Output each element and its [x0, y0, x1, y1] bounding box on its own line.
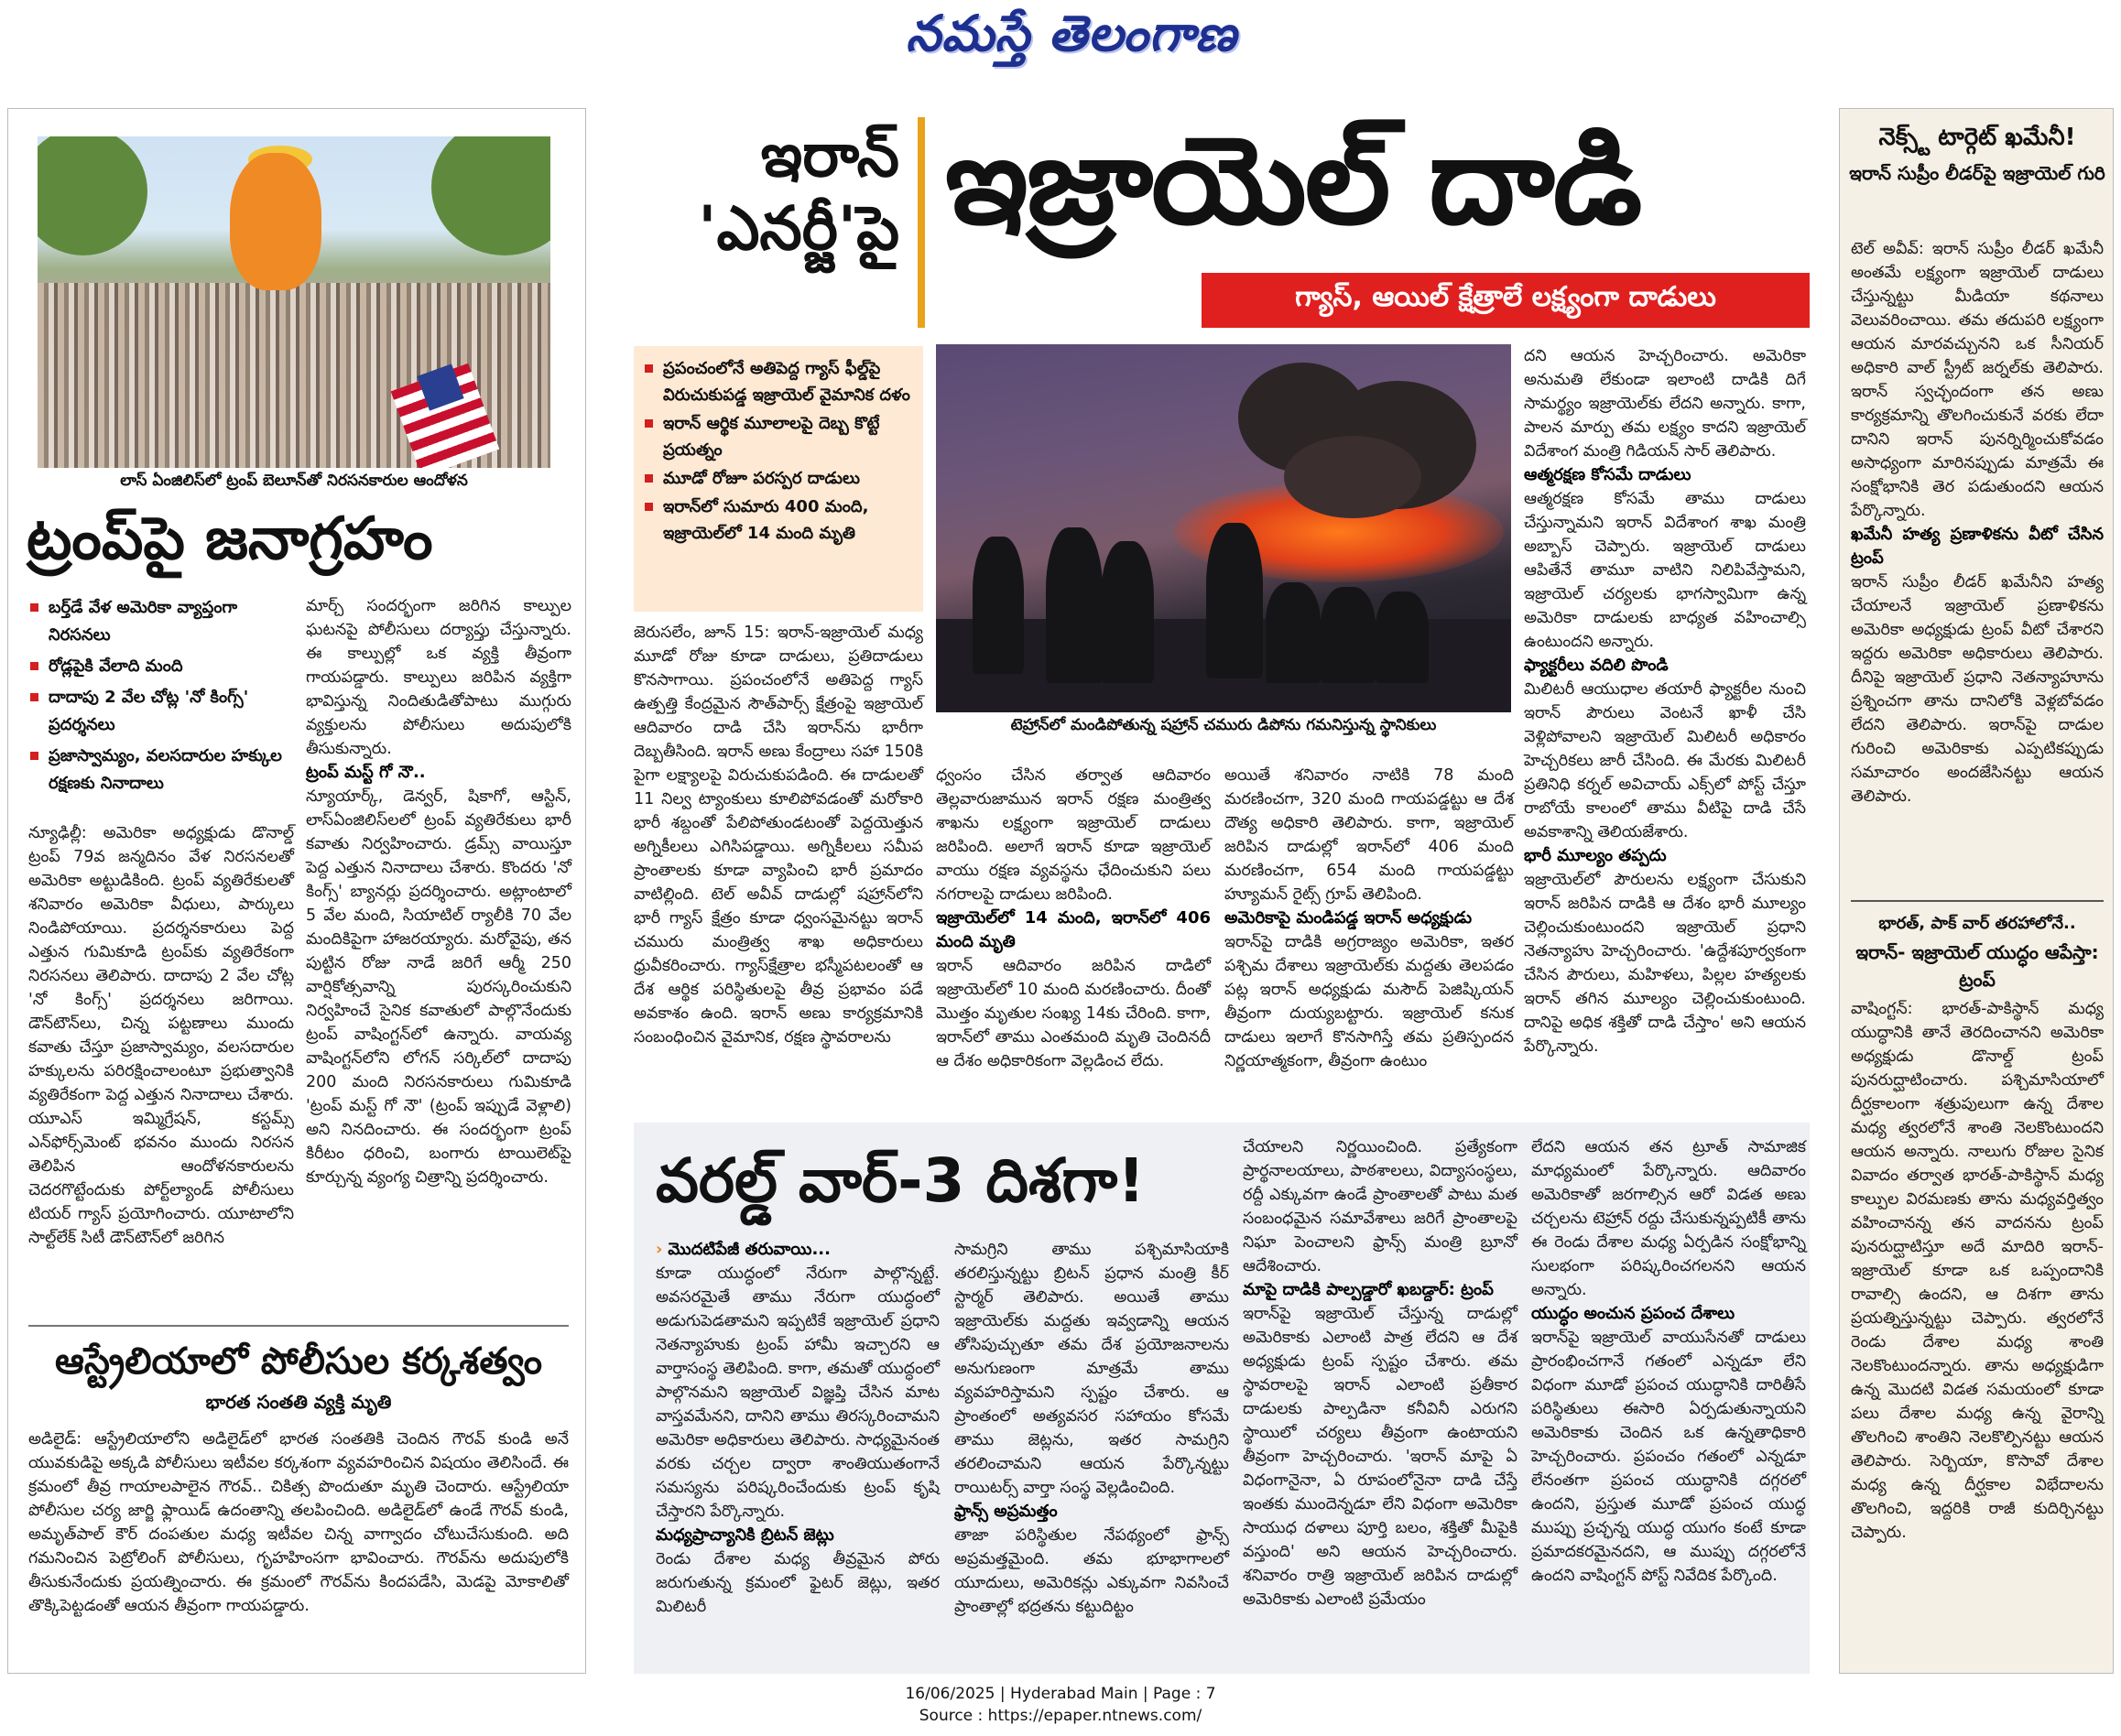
khamenei-headline: నెక్స్ట్ టార్గెట్ ఖమేనీ!: [1878, 124, 2076, 151]
lead-body-col3: [1224, 764, 1514, 1073]
lead-highlight: మూడో రోజూ పరస్పర దాడులు: [643, 465, 914, 492]
lead-paragraph: ఇరాన్‌పై దాడికి అగ్రరాజ్యం అమెరికా, ఇతర పశ్చిమ దేశాలు ఇజ్రాయెల్‌కు మద్దతు తెలపడం పట్ల ఇరాన్ అధ్యక్షుడు మసౌద్ పెజిష్కియన్ తీవ్రంగా దుయ్యబట్టారు. ఇజ్రాయెల్ కనుక దాడులు ఇలాగే కొనసాగిస్తే తమ ప్రతిస్పందన నిర్ణయాత్మకంగా, తీవ్రంగా ఉంటుం: [1224, 933, 1514, 1070]
trump-peace-headline: ఇరాన్- ఇజ్రాయెల్ యుద్ధం ఆపేస్తా: ట్రంప్: [1855, 941, 2099, 991]
world-war-col3: [1243, 1135, 1517, 1611]
page-footer: [0, 1683, 2121, 1727]
right-story-column: [1839, 108, 2114, 1674]
section-divider: [1851, 900, 2104, 902]
lead-paragraph: ధ్వంసం చేసిన తర్వాత ఆదివారం తెల్లవారుజామున ఇరాన్ రక్షణ మంత్రిత్వ శాఖను లక్ష్యంగా ఇజ్రాయెల్ దాడులు జరిపింది. అలాగే ఇరాన్ కూడా ఇజ్రాయెల్ వాయు రక్షణ వ్యవస్థను ఛేదించుకుని పలు నగరాలపై దాడులు జరిపింది.: [936, 766, 1211, 904]
lead-paragraph: దని ఆయన హెచ్చరించారు. అమెరికా అనుమతి లేకుండా ఇలాంటి దాడికి దిగే సామర్థ్యం ఇజ్రాయెల్‌కు లేదని అన్నారు. కాగా, పాలన మార్పు తమ లక్ష్యం కాదని ఇజ్రాయెల్ విదేశాంగ మంత్రి గిడియన్ సార్ తెలిపారు.: [1524, 347, 1806, 461]
lead-paragraph: మిలిటరీ ఆయుధాల తయారీ ఫ్యాక్టరీల నుంచి ఇరాన్ పౌరులు వెంటనే ఖాళీ చేసి వెళ్లిపోవాలని ఇజ్రాయెల్ మిలిటరీ అధికారం హెచ్చరికలు జారీ చేసింది. ఈ మేరకు మిలిటరీ ప్రతినిధి కర్నల్ అవిచాయ్ ఎక్స్‌లో పోస్ట్ చేస్తూ రాబోయే కాలంలో తాము వీటిపై దాడి చేసే అవకాశాన్ని తెలియజేశారు.: [1524, 680, 1806, 841]
masthead: [879, 4, 1264, 71]
left-story-column: [7, 108, 586, 1674]
trump-body-text-b: [306, 594, 571, 1189]
trump-bullet: దాదాపు 2 వేల చోట్ల 'నో కింగ్స్' ప్రదర్శనలు: [28, 684, 294, 739]
khamenei-paragraph: ఇరాన్ సుప్రీం లీడర్ ఖమేనీని హత్య చేయాలనే ఇజ్రాయెల్ ప్రణాళికను అమెరికా అధ్యక్షుడు ట్రంప్ వీటో చేశారని ఇద్దరు అమెరికా అధికారులు తెలిపారు. దీనిపై ఇజ్రాయెల్ ప్రధాని నెతన్యాహూను ప్రశ్నించగా తాను దానిలోకి వెళ్లబోవడం లేదని తెలిపారు. ఇరాన్‌పై దాడుల గురించి అమెరికాకు ఎప్పటికప్పుడు సమాచారం అందజేసినట్టు ఆయన తెలిపారు.: [1851, 573, 2104, 806]
trump-bullet: ప్రజాస్వామ్యం, వలసదారుల హక్కుల రక్షణకు నినాదాలు: [28, 743, 294, 797]
lead-body-col2: [936, 764, 1211, 1073]
khamenei-subhead: ఇరాన్ సుప్రీం లీడర్‌పై ఇజ్రాయెల్ గురి: [1849, 162, 2105, 184]
world-war-col2: [954, 1238, 1229, 1619]
lead-headline: ఇజ్రాయెల్ దాడి: [945, 111, 1641, 252]
lead-subhead: ఫ్యాక్టరీలు వదిలి పొండి: [1524, 656, 1669, 675]
world-war-headline: వరల్డ్ వార్-3 దిశగా!: [656, 1145, 1146, 1216]
world-war-subhead: యుద్ధం అంచున ప్రపంచ దేశాలు: [1531, 1304, 1735, 1323]
world-war-subhead: మాపై దాడికి పాల్పడ్డారో ఖబడ్దార్: ట్రంప్: [1243, 1280, 1494, 1299]
lead-paragraph: అయితే శనివారం నాటికి 78 మంది మరణించగా, 320 మంది గాయపడ్డట్టు ఆ దేశ దౌత్య అధికారి తెలిపారు. కాగా, ఇజ్రాయెల్ జరిపిన దాడుల్లో ఇరాన్‌లో 406 మంది మరణించగా, 654 మంది గాయపడ్డట్టు హ్యూమన్ రైట్స్ గ్రూప్ తెలిపింది.: [1224, 766, 1514, 904]
khamenei-body: [1851, 237, 2104, 808]
edition-info: 16/06/2025 | Hyderabad Main | Page : 7: [905, 1685, 1216, 1703]
world-war-paragraph: తాజా పరిస్థితుల నేపథ్యంలో ఫ్రాన్స్ అప్రమత్తమైంది. తమ భూభాగాలలో యూదులు, అమెరికన్లు ఎక్కువగా నివసించే ప్రాంతాల్లో భద్రతను కట్టుదిట్టం: [954, 1526, 1229, 1616]
trump-peace-kicker: భారత్, పాక్ వార్ తరహాలోనే..: [1878, 914, 2076, 933]
world-war-box: [634, 1123, 1810, 1674]
trump-highlights: [28, 594, 294, 801]
trump-headline: ట్రంప్‌పై జనాగ్రహం: [27, 505, 433, 573]
lead-paragraph: ఆత్మరక్షణ కోసమే తాము దాడులు చేస్తున్నామని ఇరాన్ విదేశాంగ శాఖ మంత్రి అబ్బాస్ చెప్పారు. ఇజ్రాయెల్ దాడులు ఆపితేనే తామూ వాటిని నిలిపివేస్తామని, ఇజ్రాయెల్ చర్యలకు భాగస్వామిగా ఉన్న అమెరికా దాడులకు బాధ్యత వహించాల్సి ఉంటుందని అన్నారు.: [1524, 490, 1806, 651]
kicker-accent-bar: [918, 117, 925, 328]
world-war-paragraph: లేదని ఆయన తన ట్రూత్ సామాజిక మాధ్యమంలో పేర్కొన్నారు. ఆదివారం అమెరికాతో జరగాల్సిన ఆరో విడత అణు చర్చలను టెహ్రాన్ రద్దు చేసుకున్నప్పటికీ తాను ఈ రెండు దేశాల మధ్య ఏర్పడిన సంక్షోభాన్ని సులభంగా పరిష్కరించగలనని ఆయన అన్నారు.: [1531, 1138, 1806, 1299]
masthead-title: నమస్తే తెలంగాణ: [906, 4, 1237, 62]
world-war-paragraph: కూడా యుద్ధంలో నేరుగా పాల్గొన్నట్టే. అవసరమైతే తాము నేరుగా యుద్ధంలో అడుగుపెడతామని ఇప్పటికే ఇజ్రాయెల్ ప్రధాని నెతన్యాహుకు ట్రంప్ హామీ ఇచ్చారని ఆ వార్తాసంస్థ తెలిపింది. కాగా, తమతో యుద్ధంలో పాల్గొనమని ఇజ్రాయెల్ విజ్ఞప్తి చేసిన మాట వాస్తవమేనని, దానిని తాము తిరస్కరించామని అమెరికా అధికారులు తెలిపారు. సాధ్యమైనంత వరకు చర్చల ద్వారా శాంతియుతంగానే సమస్యను పరిష్కరించేందుకు ట్రంప్ కృషి చేస్తారని పేర్కొన్నారు.: [656, 1264, 940, 1521]
continuation-kicker: › మొదటిపేజీ తరువాయి...: [656, 1240, 831, 1259]
lead-highlight: ఇరాన్‌లో సుమారు 400 మంది, ఇజ్రాయెల్‌లో 14 మంది మృతి: [643, 494, 914, 547]
lead-body-col4: [1524, 344, 1806, 1058]
lead-subhead: ఇజ్రాయెల్‌లో 14 మంది, ఇరాన్‌లో 406 మంది మృతి: [936, 908, 1211, 951]
khamenei-inner-subhead: ఖమేనీ హత్య ప్రణాళికను వీటో చేసిన ట్రంప్: [1851, 525, 2104, 568]
lead-paragraph: ఇజ్రాయెల్‌లో పౌరులను లక్ష్యంగా చేసుకుని ఇరాన్ జరిపిన దాడికి ఆ దేశం భారీ మూల్యం చెల్లించుకుంటుందని ఇజ్రాయెల్ ప్రధాని నెతన్యాహు హెచ్చరించారు. 'ఉద్దేశపూర్వకంగా చేసిన పౌరులు, మహిళలు, పిల్లల హత్యలకు ఇరాన్ తగిన మూల్యం చెల్లించుకుంటుంది. దానిపై అధిక శక్తితో దాడి చేస్తాం' అని ఆయన పేర్కొన్నారు.: [1524, 871, 1806, 1056]
lead-highlight: ప్రపంచంలోనే అతిపెద్ద గ్యాస్ ఫీల్డ్‌పై విరుచుకుపడ్డ ఇజ్రాయెల్ వైమానిక దళం: [643, 355, 914, 408]
lead-subhead: భారీ మూల్యం తప్పదు: [1524, 846, 1667, 865]
world-war-col4: [1531, 1135, 1806, 1588]
tehran-photo-caption: టెహ్రాన్‌లో మండిపోతున్న షహ్రాన్ చమురు డిపోను గమనిస్తున్న స్థానికులు: [1010, 716, 1437, 734]
trump-protest-photo: [38, 136, 550, 468]
world-war-subhead: మధ్యప్రాచ్యానికి బ్రిటన్ జెట్లు: [656, 1525, 834, 1545]
chevron-right-icon: ›: [656, 1240, 663, 1259]
lead-story: [615, 108, 1810, 1674]
world-war-paragraph: చేయాలని నిర్ణయించింది. ప్రత్యేకంగా ప్రార్థనాలయాలు, పాఠశాలలు, విద్యాసంస్థలు, రద్దీ ఎక్కువగా ఉండే ప్రాంతాలతో పాటు మత సంబంధమైన సమావేశాలు జరిగే ప్రాంతాలపై నిఘా పెంచాలని ఫ్రాన్స్ మంత్రి బ్రూనో ఆదేశించారు.: [1243, 1138, 1517, 1275]
trump-paragraph: న్యూయార్క్, డెన్వర్, షికాగో, ఆస్టిన్, లాస్‌ఏంజిలిస్‌లలో ట్రంప్ వ్యతిరేకులు భారీ కవాతు నిర్వహించారు. డ్రమ్స్ వాయిస్తూ పెద్ద ఎత్తున నినాదాలు చేశారు. కొందరు 'నో కింగ్స్' బ్యానర్లు ప్రదర్శించారు. అట్లాంటాలో 5 వేల మంది, సియాటిల్ ర్యాలీకి 70 వేల మందికిపైగా హాజరయ్యారు. మరోవైపు, తన పుట్టిన రోజు నాడే జరిగే ఆర్మీ 250 వార్షికోత్సవాన్ని పురస్కరించుకుని నిర్వహించే సైనిక కవాతులో పాల్గొనేందుకు ట్రంప్ వాషింగ్టన్‌లో ఉన్నారు. వాయవ్య వాషింగ్టన్‌లోని లోగన్ సర్కిల్‌లో దాదాపు 200 మంది నిరసనకారులు గుమికూడి 'ట్రంప్ మస్ట్ గో నౌ' (ట్రంప్ ఇప్పుడే వెళ్లాలి) అని నినదించారు. ఈ సందర్భంగా ట్రంప్ కిరీటం ధరించి, బంగారు టాయిలెట్‌పై కూర్చున్న వ్యంగ్య చిత్రాన్ని ప్రదర్శించారు.: [306, 787, 571, 1187]
lead-subhead: ఆత్మరక్షణ కోసమే దాడులు: [1524, 465, 1691, 484]
section-divider: [28, 1325, 569, 1327]
tehran-fire-photo: [936, 344, 1511, 712]
lead-strapline: గ్యాస్, ఆయిల్ క్షేత్రాలే లక్ష్యంగా దాడులు: [1202, 273, 1810, 328]
trump-peace-body: వాషింగ్టన్: భారత్-పాకిస్థాన్ మధ్య యుద్ధానికి తానే తెరదించానని అమెరికా అధ్యక్షుడు డొనాల్డ్ ట్రంప్ పునరుద్ఘాటించారు. పశ్చిమాసియాలో దీర్ఘకాలంగా శత్రుపులుగా ఉన్న దేశాల మధ్య త్వరలోనే శాంతి నెలకొంటుందని ఆయన అన్నారు. నాలుగు రోజుల సైనిక వివాదం తర్వాత భారత్-పాకిస్థాన్ మధ్య కాల్పుల విరమణకు తాను మధ్యవర్తిత్వం వహించానన్న తన వాదనను ట్రంప్ పునరుద్ఘాటిస్తూ అదే మాదిరి ఇరాన్-ఇజ్రాయెల్ కూడా ఒక ఒప్పందానికి రావాల్సి ఉందని, ఆ దిశగా తాను ప్రయత్నిస్తున్నట్టు చెప్పారు. త్వరలోనే రెండు దేశాల మధ్య శాంతి నెలకొంటుందన్నారు. తాను అధ్యక్షుడిగా ఉన్న మొదటి విడత సమయంలో కూడా పలు దేశాల మధ్య ఉన్న వైరాన్ని తొలగించి శాంతిని నెలకొల్పినట్టు ఆయన తెలిపారు. సెర్బియా, కొసావో దేశాల మధ్య ఉన్న దీర్ఘకాల విభేదాలను తొలగించి, ఇద్దరికి రాజీ కుదిర్చినట్టు చెప్పారు.: [1851, 1000, 2104, 1542]
trump-paragraph: మార్చ్ సందర్భంగా జరిగిన కాల్పుల ఘటనపై పోలీసులు దర్యాప్తు చేస్తున్నారు. ఈ కాల్పుల్లో ఒక వ్యక్తి తీవ్రంగా గాయపడ్డారు. కాల్పులు జరిపిన వ్యక్తిగా భావిస్తున్న నిందితుడితోపాటు ముగ్గురు వ్యక్తులను పోలీసులు అదుపులోకి తీసుకున్నారు.: [306, 597, 571, 758]
lead-highlight: ఇరాన్ ఆర్థిక మూలాలపై దెబ్బ కొట్టే ప్రయత్నం: [643, 410, 914, 463]
australia-headline: ఆస్ట్రేలియాలో పోలీసుల కర్కశత్వం: [55, 1340, 542, 1383]
world-war-subhead: ఫ్రాన్స్ అప్రమత్తం: [954, 1502, 1058, 1521]
source-link[interactable]: Source : https://epaper.ntnews.com/: [919, 1707, 1202, 1725]
lead-highlights-box: [634, 346, 923, 612]
trump-bullet: రోడ్లపైకి వేలాది మంది: [28, 653, 294, 680]
lead-paragraph: ఇరాన్ ఆదివారం జరిపిన దాడిలో ఇజ్రాయెల్‌లో 10 మంది మరణించారు. దీంతో మొత్తం మృతుల సంఖ్య 14కు చేరింది. కాగా, ఇరాన్‌లో తాము ఎంతమంది మృతి చెందినదీ ఆ దేశం అధికారికంగా వెల్లడించ లేదు.: [936, 957, 1211, 1070]
world-war-paragraph: ఇరాన్‌పై ఇజ్రాయెల్ వాయుసేనతో దాడులు ప్రారంభించగానే గతంలో ఎన్నడూ లేని విధంగా మూడో ప్రపంచ యుద్ధానికి దారితీసే పరిస్థితులు ఈసారి ఏర్పడుతున్నాయని అమెరికాకు చెందిన ఒక ఉన్నతాధికారి హెచ్చరించారు. ప్రపంచం గతంలో ఎన్నడూ లేనంతగా ప్రపంచ యుద్ధానికి దగ్గరలో ఉందని, ప్రస్తుత మూడో ప్రపంచ యుద్ధ ముప్పు ప్రచ్ఛన్న యుద్ధ యుగం కంటే కూడా ప్రమాదకరమైనదని, ఆ ముప్పు దగ్గరలోనే ఉందని వాషింగ్టన్ పోస్ట్ నివేదిక పేర్కొంది.: [1531, 1329, 1806, 1585]
lead-body-col1: జెరుసలేం, జూన్ 15: ఇరాన్-ఇజ్రాయెల్ మధ్య మూడో రోజు కూడా దాడులు, ప్రతిదాడులు కొనసాగాయి. ప్రపంచంలోనే అతిపెద్ద గ్యాస్ ఉత్పత్తి కేంద్రమైన సౌత్‌పార్స్ క్షేత్రంపై ఇజ్రాయెల్ ఆదివారం దాడి చేసి ఇరాన్‌ను భారీగా దెబ్బతీసింది. ఇరాన్ అణు కేంద్రాలు సహా 150కి పైగా లక్ష్యాలపై విరుచుకుపడింది. ఈ దాడులతో 11 నిల్వ ట్యాంకులు కూలిపోవడంతో మరోకారి భారీ శబ్దంతో పేలిపోతుండటంతో పెద్దయెత్తున అగ్నికీలలు ఎగిసిపడ్డాయి. అగ్నికీలలు సమీప ప్రాంతాలకు కూడా వ్యాపించి భారీ ప్రమాదం వాటిల్లింది. టెల్ అవీవ్ దాడుల్లో షహ్రాన్‌లోని భారీ గ్యాస్ క్షేత్రం కూడా ధ్వంసమైనట్టు ఇరాన్ చమురు మంత్రిత్వ శాఖ అధికారులు ధ్రువీకరించారు. గ్యాస్‌క్షేత్రాల భస్మీపటలంతో ఆ దేశ ఆర్థిక పరిస్థితులపై తీవ్ర ప్రభావం పడే అవకాశం ఉంది. ఇరాన్ అణు కార్యక్రమానికి సంబంధించిన వైమానిక, రక్షణ స్థావరాలను: [634, 624, 923, 1047]
lead-subhead: అమెరికాపై మండిపడ్డ ఇరాన్ అధ్యక్షుడు: [1224, 908, 1473, 928]
trump-body-text-a: న్యూఢిల్లీ: అమెరికా అధ్యక్షుడు డొనాల్డ్ ట్రంప్ 79వ జన్మదినం వేళ నిరసనలతో అమెరికా అట్టుడికింది. ట్రంప్ వ్యతిరేకులతో శనివారం అమెరికా వీధులు, పార్కులు నిండిపోయాయి. ప్రదర్శనకారులు పెద్ద ఎత్తున గుమికూడి ట్రంప్‌కు వ్యతిరేకంగా నిరసనలు తెలిపారు. దాదాపు 2 వేల చోట్ల 'నో కింగ్స్' ప్రదర్శనలు జరిగాయి. డౌన్‌టౌన్‌లు, చిన్న పట్టణాలు ముందు కవాతు చేస్తూ ప్రజాస్వామ్యం, వలసదారుల హక్కులను పరిరక్షించాలంటూ ప్రభుత్వానికి వ్యతిరేకంగా పెద్ద ఎత్తున నినాదాలు చేశారు. యూఎస్ ఇమ్మిగ్రేషన్, కస్టమ్స్ ఎన్‌ఫోర్స్‌మెంట్ భవనం ముందు నిరసన తెలిపిన ఆందోళనకారులను చెదరగొట్టేందుకు పోర్ట్‌ల్యాండ్ పోలీసులు టియర్ గ్యాస్ ప్రయోగించారు. యూటాలోని సాల్ట్‌లేక్ సిటీ డౌన్‌టౌన్‌లో జరిగిన: [28, 824, 294, 1247]
world-war-paragraph: సామగ్రిని తాము పశ్చిమాసియాకి తరలిస్తున్నట్టు బ్రిటన్ ప్రధాన మంత్రి కీర్ స్టార్మర్ తెలిపారు. అయితే తాము ఇజ్రాయెల్‌కు మద్దతు ఇవ్వడాన్ని ఆయన తోసిపుచ్చుతూ తమ దేశ ప్రయోజనాలను అనుగుణంగా మాత్రమే తాము వ్యవహరిస్తామని స్పష్టం చేశారు. ఆ ప్రాంతంలో అత్యవసర సహాయం కోసమే తాము జెట్లను, ఇతర సామగ్రిని తరలించామని ఆయన పేర్కొన్నట్టు రాయిటర్స్ వార్తా సంస్థ వెల్లడించింది.: [954, 1241, 1229, 1497]
newspaper-page: [7, 108, 2114, 1674]
trump-photo-caption: లాస్ ఏంజిలిస్‌లో ట్రంప్ బెలూన్‌తో నిరసనకారుల ఆందోళన: [120, 472, 468, 490]
world-war-paragraph: రెండు దేశాల మధ్య తీవ్రమైన పోరు జరుగుతున్న క్రమంలో ఫైటర్ జెట్లు, ఇతర మిలిటరీ: [656, 1550, 940, 1616]
australia-subhead: భారత సంతతి వ్యక్తి మృతి: [205, 1391, 392, 1413]
khamenei-paragraph: టెల్ అవీవ్: ఇరాన్ సుప్రీం లీడర్ ఖమేనీ అంతమే లక్ష్యంగా ఇజ్రాయెల్ దాడులు చేస్తున్నట్టు మీడియా కథనాలు వెలువరించాయి. తమ తదుపరి లక్ష్యంగా ఆయన మారవచ్చునని ఒక సీనియర్ అధికారి వాల్ స్ట్రీట్ జర్నల్‌కు తెలిపారు. ఇరాన్ స్వచ్ఛందంగా తన అణు కార్యక్రమాన్ని తొలగించుకునే వరకు లేదా దానిని ఇరాన్ పునర్నిర్మించుకోవడం అసాధ్యంగా మారినప్పుడు మాత్రమే ఈ సంక్షోభానికి తెర పడుతుందని ఆయన పేర్కొన్నారు.: [1851, 240, 2104, 520]
lead-kicker: ఇరాన్ 'ఎనర్జీ'పై: [698, 120, 899, 264]
trump-bullet: బర్త్‌డే వేళ అమెరికా వ్యాప్తంగా నిరసనలు: [28, 594, 294, 649]
world-war-col1: [656, 1238, 940, 1619]
trump-subhead: ట్రంప్ మస్ట్ గో నౌ..: [306, 763, 426, 782]
world-war-paragraph: ఇరాన్‌పై ఇజ్రాయెల్ చేస్తున్న దాడుల్లో అమెరికాకు ఎలాంటి పాత్ర లేదని ఆ దేశ అధ్యక్షుడు ట్రంప్ స్పష్టం చేశారు. తమ స్థావరాలపై ఇరాన్ ఎలాంటి ప్రతీకార దాడులకు పాల్పడినా కనీవినీ ఎరుగని స్థాయిలో చర్యలు తీవ్రంగా ఉంటాయని తీవ్రంగా హెచ్చరించారు. 'ఇరాన్ మాపై ఏ విధంగానైనా, ఏ రూపంలోనైనా దాడి చేస్తే ఇంతకు ముందెన్నడూ లేని విధంగా అమెరికా సాయుధ దళాలు పూర్తి బలం, శక్తితో మీపైకి వస్తుంది' అని ఆయన హెచ్చరించారు. శనివారం రాత్రి ఇజ్రాయెల్ జరిపిన దాడుల్లో అమెరికాకు ఎలాంటి ప్రమేయం: [1243, 1305, 1517, 1609]
australia-body-text: అడిలైడ్: ఆస్ట్రేలియాలోని అడిలైడ్‌లో భారత సంతతికి చెందిన గౌరవ్ కుండి అనే యువకుడిపై అక్కడి పోలీసులు ఇటీవల కర్కశంగా వ్యవహరించిన విషయం తెలిసిందే. ఈ క్రమంలో తీవ్ర గాయాలపాలైన గౌరవ్.. చికిత్స పొందుతూ మృతి చెందారు. ఆస్ట్రేలియా పోలీసుల చర్య జార్జి ఫ్లాయిడ్ ఉదంతాన్ని తలపించింది. అడిలైడ్‌లో ఉండే గౌరవ్ కుండి, అమృత్‌పాల్ కౌర్ దంపతుల మధ్య ఇటీవల చిన్న వాగ్వాదం చోటుచేసుకుంది. అది గమనించిన పెట్రోలింగ్ పోలీసులు, గృహహింసగా భావించారు. గౌరవ్‌ను అదుపులోకి తీసుకునేందుకు ప్రయత్నించారు. ఈ క్రమంలో గౌరవ్‌ను కిందపడేసి, మెడపై మోకాలితో తొక్కిపెట్టడంతో ఆయన తీవ్రంగా గాయపడ్డారు.: [28, 1430, 569, 1615]
